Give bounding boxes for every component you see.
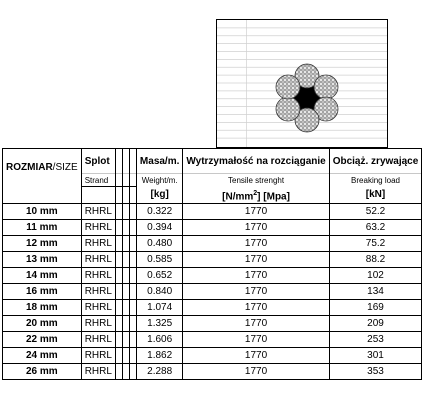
empty-cell <box>129 315 136 331</box>
splot-header: Splot <box>81 149 115 174</box>
empty-cell <box>122 267 129 283</box>
empty-cell <box>115 283 122 299</box>
tensile-cell: 1770 <box>183 299 329 315</box>
load-unit: [kN] <box>329 187 422 204</box>
tensile-cell: 1770 <box>183 315 329 331</box>
load-cell: 301 <box>329 347 422 363</box>
tensile-unit <box>183 187 329 204</box>
table-row <box>3 331 422 347</box>
empty-header-cell <box>129 149 136 174</box>
table-row <box>3 251 422 267</box>
mass-cell: 0.322 <box>136 203 182 219</box>
empty-cell <box>115 251 122 267</box>
empty-cell <box>115 299 122 315</box>
mass-cell: 0.394 <box>136 219 182 235</box>
load-cell: 169 <box>329 299 422 315</box>
load-cell: 102 <box>329 267 422 283</box>
tensile-cell: 1770 <box>183 347 329 363</box>
tensile-cell: 1770 <box>183 267 329 283</box>
size-cell: 11 mm <box>3 219 82 235</box>
table-row <box>3 203 422 219</box>
empty-cell <box>115 315 122 331</box>
strand-cell: RHRL <box>81 219 115 235</box>
empty-cell <box>129 219 136 235</box>
strand-cell: RHRL <box>81 363 115 379</box>
empty-cell <box>115 267 122 283</box>
empty-header-cell <box>115 174 122 187</box>
size-cell: 12 mm <box>3 235 82 251</box>
strand-cell: RHRL <box>81 331 115 347</box>
size-cell: 10 mm <box>3 203 82 219</box>
empty-unit-cell <box>129 187 136 204</box>
table-unit-row <box>3 187 422 204</box>
tensile-cell: 1770 <box>183 235 329 251</box>
empty-cell <box>122 331 129 347</box>
empty-cell <box>122 363 129 379</box>
wire-rope-cross-section-icon <box>217 20 389 149</box>
empty-cell <box>122 203 129 219</box>
size-cell: 26 mm <box>3 363 82 379</box>
size-cell: 14 mm <box>3 267 82 283</box>
tensile-unit-b: ] [Mpa] <box>257 190 290 202</box>
empty-cell <box>115 203 122 219</box>
table-row <box>3 299 422 315</box>
empty-cell <box>122 219 129 235</box>
size-cell: 24 mm <box>3 347 82 363</box>
mass-cell: 0.585 <box>136 251 182 267</box>
mass-cell: 1.074 <box>136 299 182 315</box>
empty-cell <box>122 347 129 363</box>
table-row <box>3 347 422 363</box>
size-cell: 18 mm <box>3 299 82 315</box>
empty-header-cell <box>129 174 136 187</box>
table-row <box>3 283 422 299</box>
mass-cell: 0.840 <box>136 283 182 299</box>
strand-cell: RHRL <box>81 267 115 283</box>
tensile-cell: 1770 <box>183 283 329 299</box>
empty-cell <box>115 363 122 379</box>
strand-cell: RHRL <box>81 315 115 331</box>
load-cell: 253 <box>329 331 422 347</box>
empty-unit-cell <box>122 187 129 204</box>
load-cell: 209 <box>329 315 422 331</box>
tensile-unit-sup: 2 <box>253 189 258 197</box>
empty-cell <box>129 331 136 347</box>
empty-cell <box>115 219 122 235</box>
table-row <box>3 267 422 283</box>
mass-cell: 1.606 <box>136 331 182 347</box>
size-header-en: /SIZE <box>52 162 78 174</box>
load-header-en: Breaking load <box>329 174 422 187</box>
mass-cell: 1.862 <box>136 347 182 363</box>
strand-cell: RHRL <box>81 235 115 251</box>
tensile-cell: 1770 <box>183 203 329 219</box>
empty-cell <box>115 347 122 363</box>
empty-cell <box>115 235 122 251</box>
mass-unit: [kg] <box>136 187 182 204</box>
table-header-row <box>3 149 422 174</box>
empty-header-cell <box>122 149 129 174</box>
load-cell: 353 <box>329 363 422 379</box>
tensile-header-en: Tensile strenght <box>183 174 329 187</box>
mass-cell: 2.288 <box>136 363 182 379</box>
load-cell: 75.2 <box>329 235 422 251</box>
load-cell: 134 <box>329 283 422 299</box>
empty-cell <box>129 267 136 283</box>
tensile-cell: 1770 <box>183 219 329 235</box>
strand-cell: RHRL <box>81 203 115 219</box>
mass-header: Masa/m. <box>136 149 182 174</box>
empty-header-cell <box>115 149 122 174</box>
empty-cell <box>129 283 136 299</box>
empty-cell <box>122 251 129 267</box>
empty-cell <box>115 331 122 347</box>
strand-header: Strand <box>81 174 115 187</box>
empty-cell <box>122 283 129 299</box>
strand-cell: RHRL <box>81 251 115 267</box>
strand-cell: RHRL <box>81 283 115 299</box>
table-row <box>3 235 422 251</box>
empty-cell <box>129 235 136 251</box>
table-body <box>3 203 422 379</box>
size-header-pl: ROZMIAR <box>6 162 53 174</box>
size-cell: 13 mm <box>3 251 82 267</box>
tensile-cell: 1770 <box>183 251 329 267</box>
empty-cell <box>129 299 136 315</box>
tensile-cell: 1770 <box>183 363 329 379</box>
load-cell: 88.2 <box>329 251 422 267</box>
size-cell: 22 mm <box>3 331 82 347</box>
load-cell: 63.2 <box>329 219 422 235</box>
weight-header-en: Weight/m. <box>136 174 182 187</box>
size-cell: 20 mm <box>3 315 82 331</box>
table-row <box>3 315 422 331</box>
empty-unit-cell <box>81 187 115 204</box>
load-cell: 52.2 <box>329 203 422 219</box>
size-header <box>3 149 82 187</box>
table-row <box>3 219 422 235</box>
empty-header-cell <box>122 174 129 187</box>
tensile-cell: 1770 <box>183 331 329 347</box>
mass-cell: 0.652 <box>136 267 182 283</box>
empty-cell <box>129 347 136 363</box>
strand-cell: RHRL <box>81 347 115 363</box>
empty-cell <box>122 315 129 331</box>
load-header-pl: Obciąż. zrywające <box>329 149 422 174</box>
strand-cell: RHRL <box>81 299 115 315</box>
empty-cell <box>122 235 129 251</box>
empty-cell <box>122 299 129 315</box>
tensile-unit-a: [N/mm <box>222 190 254 202</box>
table-row <box>3 363 422 379</box>
size-cell: 16 mm <box>3 283 82 299</box>
empty-unit-cell <box>3 187 82 204</box>
empty-cell <box>129 251 136 267</box>
empty-cell <box>129 203 136 219</box>
empty-cell <box>129 363 136 379</box>
empty-unit-cell <box>115 187 122 204</box>
mass-cell: 1.325 <box>136 315 182 331</box>
mass-cell: 0.480 <box>136 235 182 251</box>
rope-spec-table <box>2 148 422 380</box>
rope-cross-section-image <box>216 19 388 148</box>
tensile-header-pl: Wytrzymałość na rozciąganie <box>183 149 329 174</box>
